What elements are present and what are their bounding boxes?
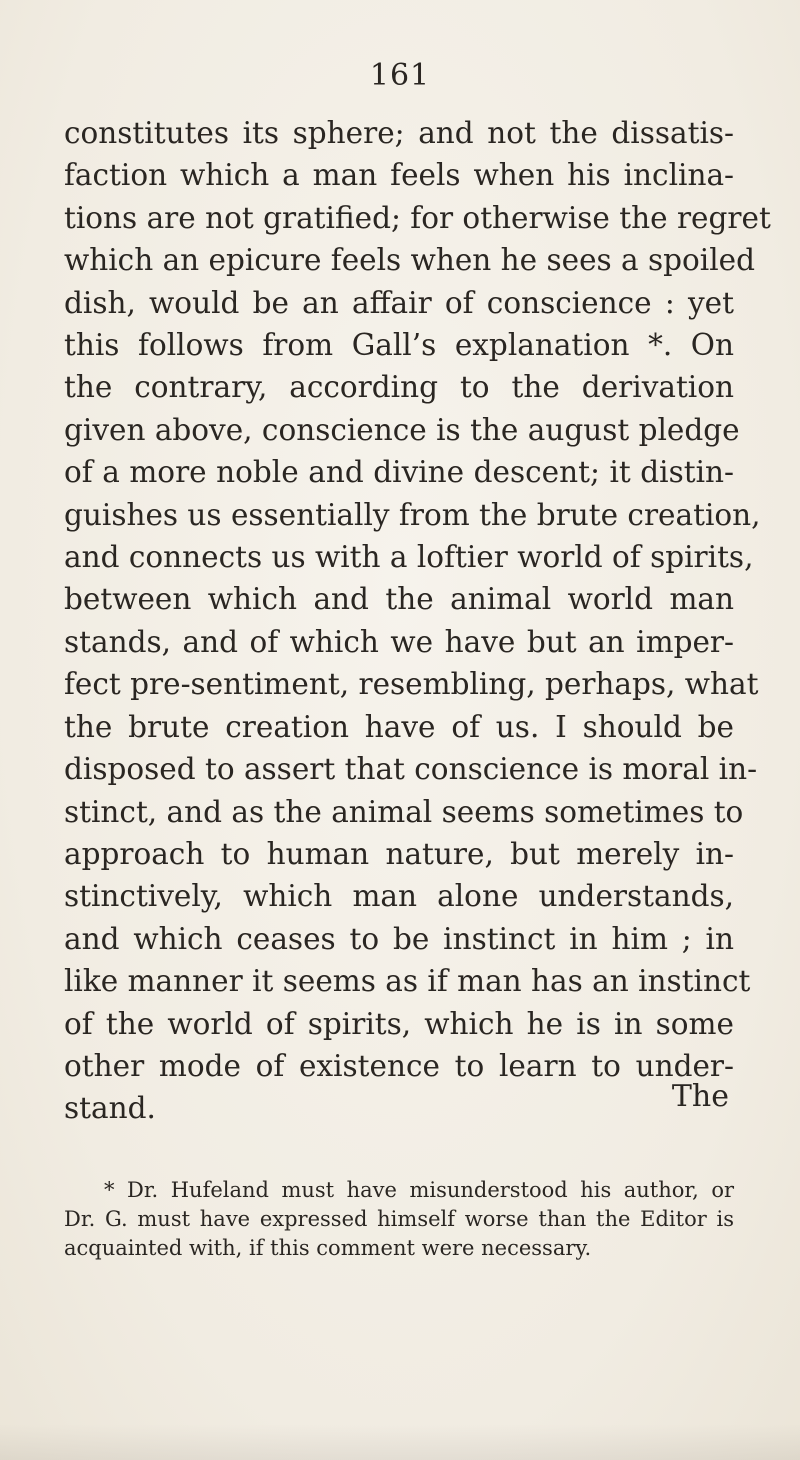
text-line: which an epicure feels when he sees a spoiled <box>64 243 756 278</box>
text-line: and which ceases to be instinct in him ; in <box>64 921 734 956</box>
text-line: dish, would be an affair of conscience : yet <box>64 285 734 320</box>
text-line: the contrary, according to the derivation <box>64 370 734 405</box>
text-line: of a more noble and divine descent; it distin- <box>64 455 734 490</box>
text-line: the brute creation have of us. I should be <box>64 709 734 744</box>
page-number: 161 <box>369 58 431 93</box>
text-line: disposed to assert that conscience is moral in- <box>64 752 758 787</box>
footnote <box>64 1176 734 1263</box>
text-line: like manner it seems as if man has an instinct <box>64 964 751 999</box>
page-bottom-edge <box>0 1424 800 1460</box>
text-line: and connects us with a loftier world of spirits, <box>64 540 754 575</box>
text-line: stinct, and as the animal seems sometimes to <box>64 794 744 829</box>
text-line: between which and the animal world man <box>64 582 734 617</box>
footnote-line: Dr. G. must have expressed himself worse than the Editor is <box>64 1207 734 1231</box>
text-line: given above, conscience is the august pledge <box>64 412 740 447</box>
text-line: fect pre-sentiment, resembling, perhaps, what <box>64 667 759 702</box>
text-line: stinctively, which man alone understands, <box>64 879 734 914</box>
text-line: constitutes its sphere; and not the dissatis- <box>64 116 734 150</box>
text-line: faction which a man feels when his inclina- <box>64 158 734 193</box>
footnote-line: * Dr. Hufeland must have misunderstood his author, or <box>104 1178 734 1202</box>
text-line: guishes us essentially from the brute creation, <box>64 497 761 532</box>
body-text <box>64 112 771 1130</box>
text-line: stands, and of which we have but an imper- <box>64 624 734 659</box>
text-line: of the world of spirits, which he is in some <box>64 1006 734 1041</box>
footnote-line: acquainted with, if this comment were necessary. <box>64 1236 592 1260</box>
text-line: approach to human nature, but merely in- <box>64 836 734 871</box>
text-line: stand. <box>64 1091 156 1126</box>
text-line: this follows from Gall’s explanation *. On <box>64 328 734 363</box>
catchword: The <box>671 1079 729 1114</box>
text-line: other mode of existence to learn to under- <box>64 1048 734 1083</box>
text-line: tions are not gratified; for otherwise the regret <box>64 200 771 235</box>
